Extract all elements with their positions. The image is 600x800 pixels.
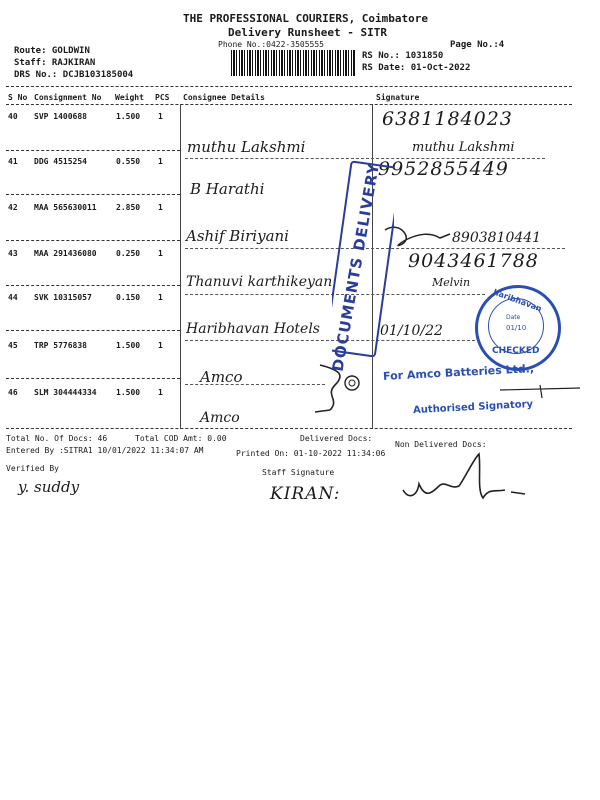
row-pcs: 1: [158, 341, 163, 350]
documents-delivery-text: DOCUMENTS DELIVERY: [328, 161, 384, 373]
row-divider: [6, 285, 180, 286]
handwritten-consignee: B Harathi: [190, 180, 265, 198]
row-pcs: 1: [158, 203, 163, 212]
round-stamp-bottom: CHECKED: [492, 346, 540, 356]
row-pcs: 1: [158, 293, 163, 302]
delivered-docs: Delivered Docs:: [300, 434, 373, 443]
authorised-signatory-stamp: Authorised Signatory: [412, 398, 534, 417]
handwritten-phone: 9043461788: [408, 250, 539, 272]
signature-scribble: [385, 227, 450, 245]
amco-stamp: For Amco Batteries Ltd.,: [382, 362, 535, 383]
entered-by: Entered By :SITRA1 10/01/2022 11:34:07 AM: [6, 446, 204, 455]
handwritten-signature: Melvin: [432, 276, 471, 289]
drs-number: DRS No.: DCJB103185004: [14, 70, 134, 80]
row-consignment: SLM 304444334: [34, 388, 97, 397]
staff-signature-scribble: [395, 450, 545, 510]
signature-scribble: [500, 385, 580, 398]
round-stamp-top: haribhavan: [491, 287, 543, 314]
row-pcs: 1: [158, 112, 163, 121]
header-pcs: PCS: [155, 93, 170, 102]
header-signature: Signature: [376, 93, 420, 102]
company-name: THE PROFESSIONAL COURIERS, Coimbatore: [183, 12, 429, 25]
row-consignment: MAA 291436080: [34, 249, 97, 258]
barcode: [231, 50, 356, 76]
handwritten-consignee: Amco: [200, 410, 240, 426]
round-stamp-date-label: Date: [506, 314, 521, 321]
divider: [6, 104, 572, 105]
row-consignment: DDG 4515254: [34, 157, 87, 166]
row-divider: [6, 330, 180, 331]
column-line: [180, 104, 181, 429]
row-divider: [6, 150, 180, 151]
signature-scribble: [345, 376, 359, 390]
row-weight: 0.150: [116, 293, 141, 302]
handwritten-phone: 6381184023: [382, 108, 513, 130]
signature-scribble: [315, 365, 340, 412]
handwritten-consignee: Thanuvi karthikeyan: [186, 274, 333, 290]
row-sno: 46: [8, 388, 18, 397]
row-pcs: 1: [158, 249, 163, 258]
route: Route: GOLDWIN: [14, 46, 90, 56]
non-delivered-docs: Non Delivered Docs:: [395, 440, 487, 449]
row-divider: [6, 240, 180, 241]
row-weight: 1.500: [116, 388, 141, 397]
phone-number: Phone No.:0422-3505555: [218, 40, 324, 49]
handwritten-consignee: muthu Lakshmi: [187, 138, 306, 156]
printed-on: Printed On: 01-10-2022 11:34:06: [236, 449, 386, 458]
row-sno: 41: [8, 157, 18, 166]
page-number: Page No.:4: [450, 40, 505, 50]
row-weight: 2.850: [116, 203, 141, 212]
divider: [6, 86, 572, 87]
handwritten-date: 01/10/22: [380, 323, 443, 339]
round-stamp-date: 01/10: [506, 324, 527, 332]
header-weight: Weight: [115, 93, 144, 102]
checked-round-stamp: [475, 285, 561, 371]
header-consignee: Consignee Details: [183, 93, 265, 102]
total-docs: Total No. Of Docs: 46: [6, 434, 108, 443]
total-cod: Total COD Amt: 0.00: [135, 434, 227, 443]
verified-by-label: Verified By: [6, 464, 59, 473]
staff-signature-label: Staff Signature: [262, 468, 335, 477]
verified-signature: y. suddy: [18, 478, 80, 496]
row-consignment: TRP 5776838: [34, 341, 87, 350]
row-weight: 0.250: [116, 249, 141, 258]
staff: Staff: RAJKIRAN: [14, 58, 96, 68]
row-weight: 0.550: [116, 157, 141, 166]
handwritten-consignee: Haribhavan Hotels: [186, 321, 320, 337]
row-consignment: MAA 565630011: [34, 203, 97, 212]
row-sno: 44: [8, 293, 18, 302]
row-divider: [6, 194, 180, 195]
rs-date: RS Date: 01-Oct-2022: [362, 63, 471, 73]
handwritten-consignee: Amco: [200, 368, 243, 386]
row-sno: 42: [8, 203, 18, 212]
row-consignment: SVK 10315057: [34, 293, 92, 302]
header-sno: S No: [8, 93, 28, 102]
staff-signature: KIRAN:: [270, 484, 341, 504]
row-sno: 40: [8, 112, 18, 121]
signature-scribble: [349, 380, 355, 386]
handwritten-consignee: Ashif Biriyani: [186, 227, 289, 245]
row-divider: [6, 378, 180, 379]
row-weight: 1.500: [116, 112, 141, 121]
row-pcs: 1: [158, 157, 163, 166]
handwritten-phone: 9952855449: [378, 158, 509, 180]
row-consignment: SVP 1400688: [34, 112, 87, 121]
handwritten-signature: muthu Lakshmi: [412, 140, 515, 155]
row-weight: 1.500: [116, 341, 141, 350]
runsheet-title: Delivery Runsheet - SITR: [228, 26, 387, 39]
row-sno: 43: [8, 249, 18, 258]
handwritten-phone: 8903810441: [452, 230, 542, 246]
header-consignment: Consignment No: [34, 93, 102, 102]
row-sno: 45: [8, 341, 18, 350]
rs-number: RS No.: 1031850: [362, 51, 444, 61]
row-pcs: 1: [158, 388, 163, 397]
